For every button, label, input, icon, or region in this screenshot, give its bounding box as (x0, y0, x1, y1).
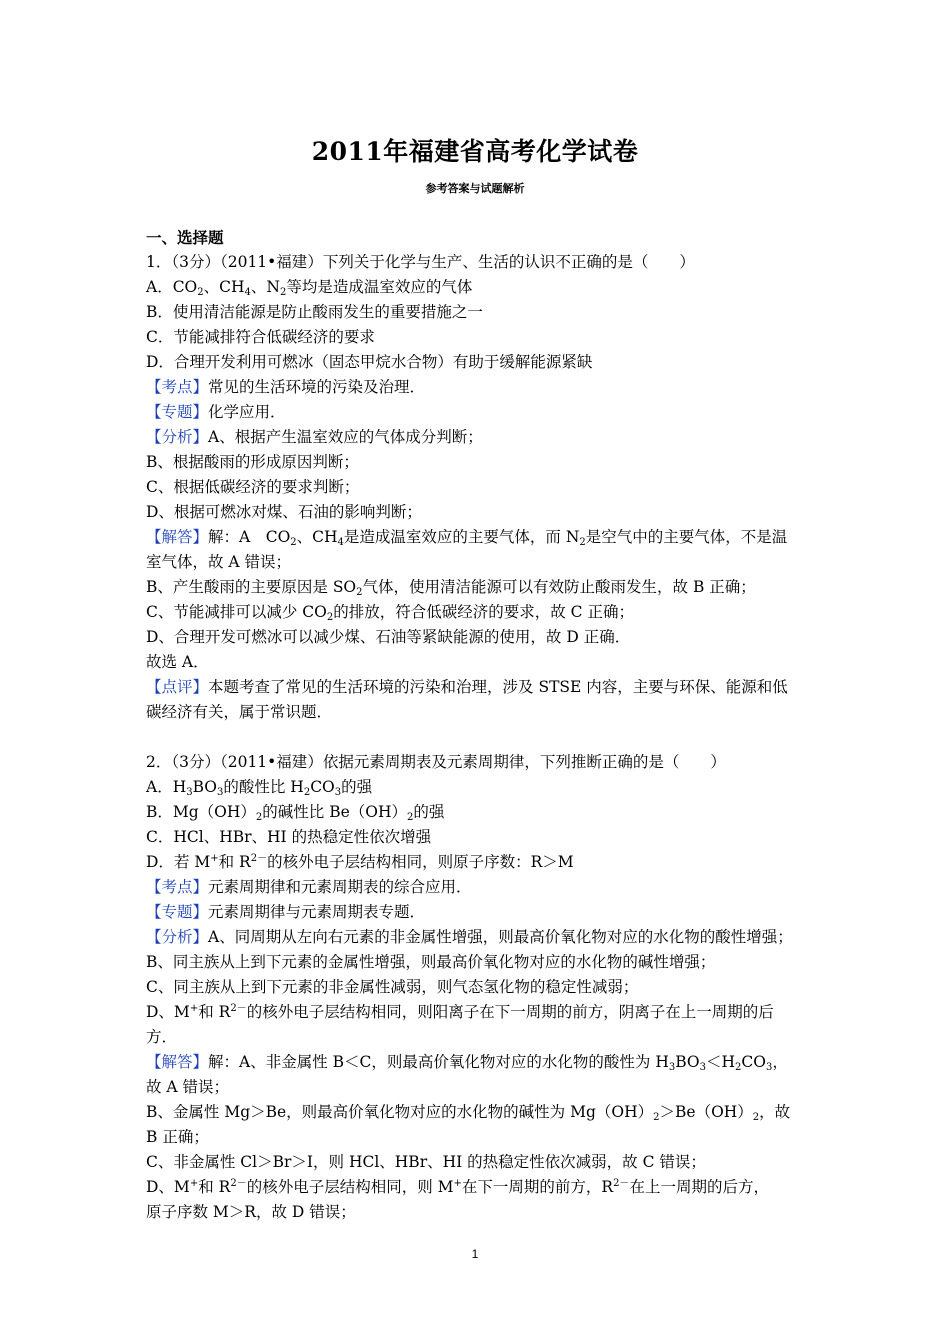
q1-fenxi: 【分析】A、根据产生温室效应的气体成分判断； (146, 428, 483, 446)
q2-stem: 2．（3分）（2011•福建）依据元素周期表及元素周期律，下列推断正确的是（ ） (146, 753, 726, 771)
q2-jieda-4b: 原子序数 M＞R，故 D 错误； (146, 1203, 356, 1221)
page-subtitle: 参考答案与试题解析 (425, 182, 525, 195)
q1-dianping: 【点评】本题考查了常见的生活环境的污染和治理，涉及 STSE 内容，主要与环保、能源和低 (146, 678, 788, 696)
q2-option-a: A．$H_3BO_3$的酸性比 $H_2CO_3$的强 (146, 778, 373, 798)
q1-jieda-5: 故选 A． (146, 653, 209, 671)
dianping-tag: 【点评】 (146, 678, 209, 696)
jieda-tag: 【解答】 (146, 1053, 209, 1071)
q2-zhuanti: 【专题】元素周期律与元素周期表专题． (146, 903, 426, 921)
zhuanti-tag: 【专题】 (146, 903, 209, 921)
section-heading: 一、选择题 (146, 228, 224, 247)
q2-option-d: D．若 M+和 $R^{2-}$的核外电子层结构相同，则原子序数：R＞M (146, 853, 574, 871)
spacer (146, 725, 816, 750)
q1-dianping-2: 碳经济有关，属于常识题． (146, 703, 333, 721)
kaodian-tag: 【考点】 (146, 378, 209, 396)
q1-stem: 1．（3分）（2011•福建）下列关于化学与生产、生活的认识不正确的是（ ） (146, 253, 695, 271)
q2-fenxi-4: D、M+和 $R^{2-}$的核外电子层结构相同，则阳离子在下一周期的前方，阴离子在上一周期的后 (146, 1003, 774, 1021)
page-title: 2011年福建省高考化学试卷 (311, 137, 639, 166)
kaodian-tag: 【考点】 (146, 878, 209, 896)
q1-jieda: 【解答】解：A $CO_2$、$CH_4$是造成温室效应的主要气体，而 $N_2$是空气中的主要气体，不是温 (146, 528, 788, 548)
q2-option-c: C．HCl、HBr、HI 的热稳定性依次增强 (146, 828, 432, 846)
q2-jieda-2: B、金属性 Mg＞Be，则最高价氧化物对应的水化物的碱性为 $Mg(OH)_2>Be(OH)_2$，故 (146, 1103, 791, 1123)
q2-fenxi: 【分析】A、同周期从左向右元素的非金属性增强，则最高价氧化物对应的水化物的酸性增强； (146, 928, 793, 946)
q1-option-a: A．$CO_2$、$CH_4$、$N_2$等均是造成温室效应的气体 (146, 278, 473, 298)
fenxi-tag: 【分析】 (146, 428, 209, 446)
q1-option-b: B．使用清洁能源是防止酸雨发生的重要措施之一 (146, 303, 483, 321)
q2-jieda-3: C、非金属性 Cl＞Br＞I，则 HCl、HBr、HI 的热稳定性依次减弱，故 C 错误； (146, 1153, 706, 1171)
q2-kaodian: 【考点】元素周期律和元素周期表的综合应用． (146, 878, 472, 896)
q1-fenxi-2: B、根据酸雨的形成原因判断； (146, 453, 359, 471)
q1-jieda-2: B、产生酸雨的主要原因是 $SO_2$气体，使用清洁能源可以有效防止酸雨发生，故 B 正确； (146, 578, 756, 598)
fenxi-tag: 【分析】 (146, 928, 209, 946)
q1-fenxi-3: C、根据低碳经济的要求判断； (146, 478, 360, 496)
jieda-tag: 【解答】 (146, 528, 209, 546)
q2-jieda-1b: 故 A 错误； (146, 1078, 230, 1096)
q2-option-b: B．$Mg(OH)_2$的碱性比 $Be(OH)_2$的强 (146, 803, 445, 823)
q2-jieda: 【解答】解：A、非金属性 B＜C，则最高价氧化物对应的水化物的酸性为 $H_3BO_3<H_2CO_3$， (146, 1053, 788, 1073)
q1-zhuanti: 【专题】化学应用． (146, 403, 286, 421)
q1-jieda-3: C、节能减排可以减少 $CO_2$的排放，符合低碳经济的要求，故 C 正确； (146, 603, 634, 623)
q1-fenxi-4: D、根据可燃冰对煤、石油的影响判断； (146, 503, 422, 521)
q1-jieda-4: D、合理开发可燃冰可以减少煤、石油等紧缺能源的使用，故 D 正确． (146, 628, 631, 646)
zhuanti-tag: 【专题】 (146, 403, 209, 421)
q1-jieda-1b: 室气体，故 A 错误； (146, 553, 292, 571)
q2-jieda-2b: B 正确； (146, 1128, 209, 1146)
q2-fenxi-2: B、同主族从上到下元素的金属性增强，则最高价氧化物对应的水化物的碱性增强； (146, 953, 716, 971)
q1-option-c: C．节能减排符合低碳经济的要求 (146, 328, 375, 346)
page-number: 1 (471, 1247, 479, 1261)
q1-kaodian: 【考点】常见的生活环境的污染及治理． (146, 378, 426, 396)
q2-jieda-4: D、M+和 $R^{2-}$的核外电子层结构相同，则 M+在下一周期的前方，$R^{2-}$在上一周期的后方， (146, 1178, 769, 1196)
content (146, 225, 816, 1225)
q2-fenxi-3: C、同主族从上到下元素的非金属性减弱，则气态氢化物的稳定性减弱； (146, 978, 639, 996)
q1-option-d: D．合理开发利用可燃冰（固态甲烷水合物）有助于缓解能源紧缺 (146, 353, 593, 371)
q2-fenxi-4b: 方． (146, 1028, 178, 1046)
